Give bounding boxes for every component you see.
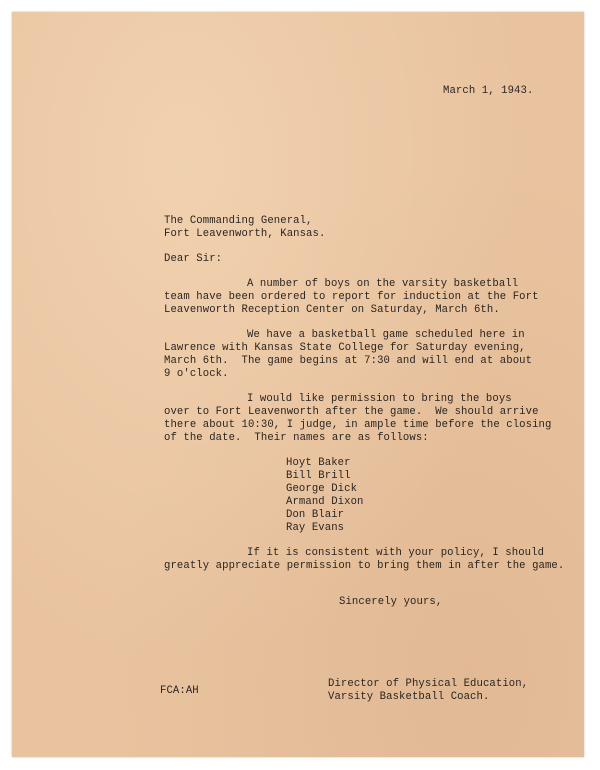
closing: Sincerely yours, [339, 596, 443, 608]
body-paragraph-4-line: If it is consistent with your policy, I should [247, 547, 545, 559]
body-paragraph-3-line: of the date. Their names are as follows: [164, 432, 429, 444]
recipient-address-line: The Commanding General, [164, 215, 313, 227]
body-paragraph-2-line: We have a basketball game scheduled here in [247, 329, 525, 341]
player-name: Bill Brill [286, 470, 351, 482]
letter-page [12, 12, 584, 757]
body-paragraph-3-line: I would like permission to bring the boys [247, 393, 512, 405]
body-paragraph-4-line: greatly appreciate permission to bring them in after the game. [164, 560, 565, 572]
body-paragraph-3-line: there about 10:30, I judge, in ample time before the closing [164, 419, 552, 431]
body-paragraph-1-line: Leavenworth Reception Center on Saturday, March 6th. [164, 304, 500, 316]
player-name: Don Blair [286, 509, 345, 521]
salutation: Dear Sir: [164, 253, 223, 265]
body-paragraph-2-line: Lawrence with Kansas State College for Saturday evening, [164, 342, 526, 354]
body-paragraph-2-line: 9 o'clock. [164, 368, 229, 380]
player-name: Hoyt Baker [286, 457, 351, 469]
player-name: Armand Dixon [286, 496, 364, 508]
body-paragraph-2-line: March 6th. The game begins at 7:30 and will end at about [164, 355, 533, 367]
letter-date: March 1, 1943. [443, 85, 534, 97]
signature-title-line: Director of Physical Education, [328, 678, 529, 690]
body-paragraph-1-line: A number of boys on the varsity basketball [247, 278, 519, 290]
body-paragraph-3-line: over to Fort Leavenworth after the game. We should arrive [164, 406, 539, 418]
player-name: Ray Evans [286, 522, 345, 534]
player-name: George Dick [286, 483, 358, 495]
reference-initials: FCA:AH [160, 685, 199, 697]
body-paragraph-1-line: team have been ordered to report for induction at the Fort [164, 291, 539, 303]
signature-title-line: Varsity Basketball Coach. [328, 691, 490, 703]
recipient-address-line: Fort Leavenworth, Kansas. [164, 228, 326, 240]
